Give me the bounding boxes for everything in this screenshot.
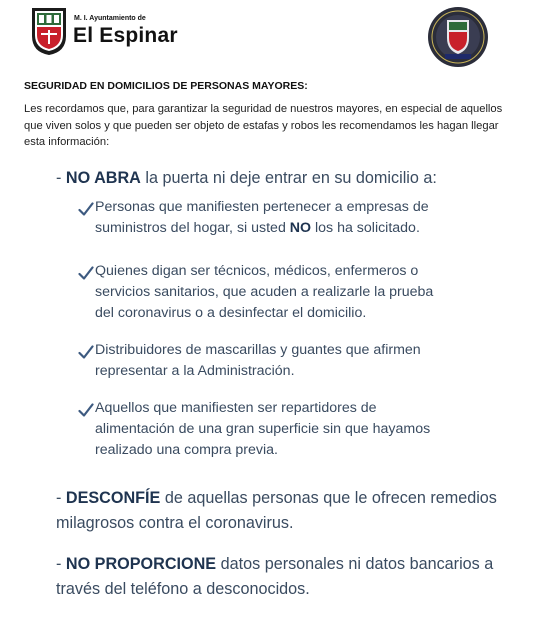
emphasis-no: NO [289,220,312,236]
list-item-text: Distribuidores de mascarillas y guantes que afirmen representar a la Administración. [95,342,421,379]
checkmark-icon [78,202,94,216]
rule-text: la puerta ni deje entrar en su domicilio a: [140,169,437,187]
rule-no-proporcione [56,552,506,602]
municipal-coat-of-arms-icon [30,6,68,56]
local-police-badge-icon [427,4,489,70]
rule-prefix: - [56,555,66,573]
checkmark-icon [78,345,94,359]
rule-keyword: NO ABRA [65,169,141,187]
document-title: SEGURIDAD EN DOMICILIOS DE PERSONAS MAYORES: [24,80,308,92]
page-header [0,0,540,78]
rule-no-abra [56,166,506,191]
list-item-text: Aquellos que manifiesten ser repartidores de alimentación de una gran superficie sin que hayamos realizado una compra previa. [95,400,431,458]
rule-text: de aquellas personas que le ofrecen remedios milagrosos contra el coronavirus. [56,489,497,532]
rule-keyword: NO PROPORCIONE [65,555,217,573]
rule-keyword: DESCONFÍE [65,489,161,507]
list-item-text: Personas que manifiesten pertenecer a empresas de suministros del hogar, si usted NO los ha solicitado. [95,199,429,236]
checkmark-icon [78,266,94,280]
rule-desconfie [56,486,506,536]
rule-prefix: - [56,489,66,507]
intro-paragraph: Les recordamos que, para garantizar la seguridad de nuestros mayores, en especial de aquellos que viven solos y que pueden ser objeto de estafas y robos les recomendamos les hagan llegar esta información: [24,103,503,148]
org-name: El Espinar [73,24,178,47]
rule-text: datos personales ni datos bancarios a través del teléfono a desconocidos. [56,555,494,598]
list-item-text: Quienes digan ser técnicos, médicos, enfermeros o servicios sanitarios, que acuden a realizarle la prueba del coronavirus o a desinfectar el domicilio. [95,263,434,321]
org-subtitle: M. I. Ayuntamiento de [74,15,146,22]
rule-prefix: - [56,169,66,187]
checkmark-icon [78,403,94,417]
